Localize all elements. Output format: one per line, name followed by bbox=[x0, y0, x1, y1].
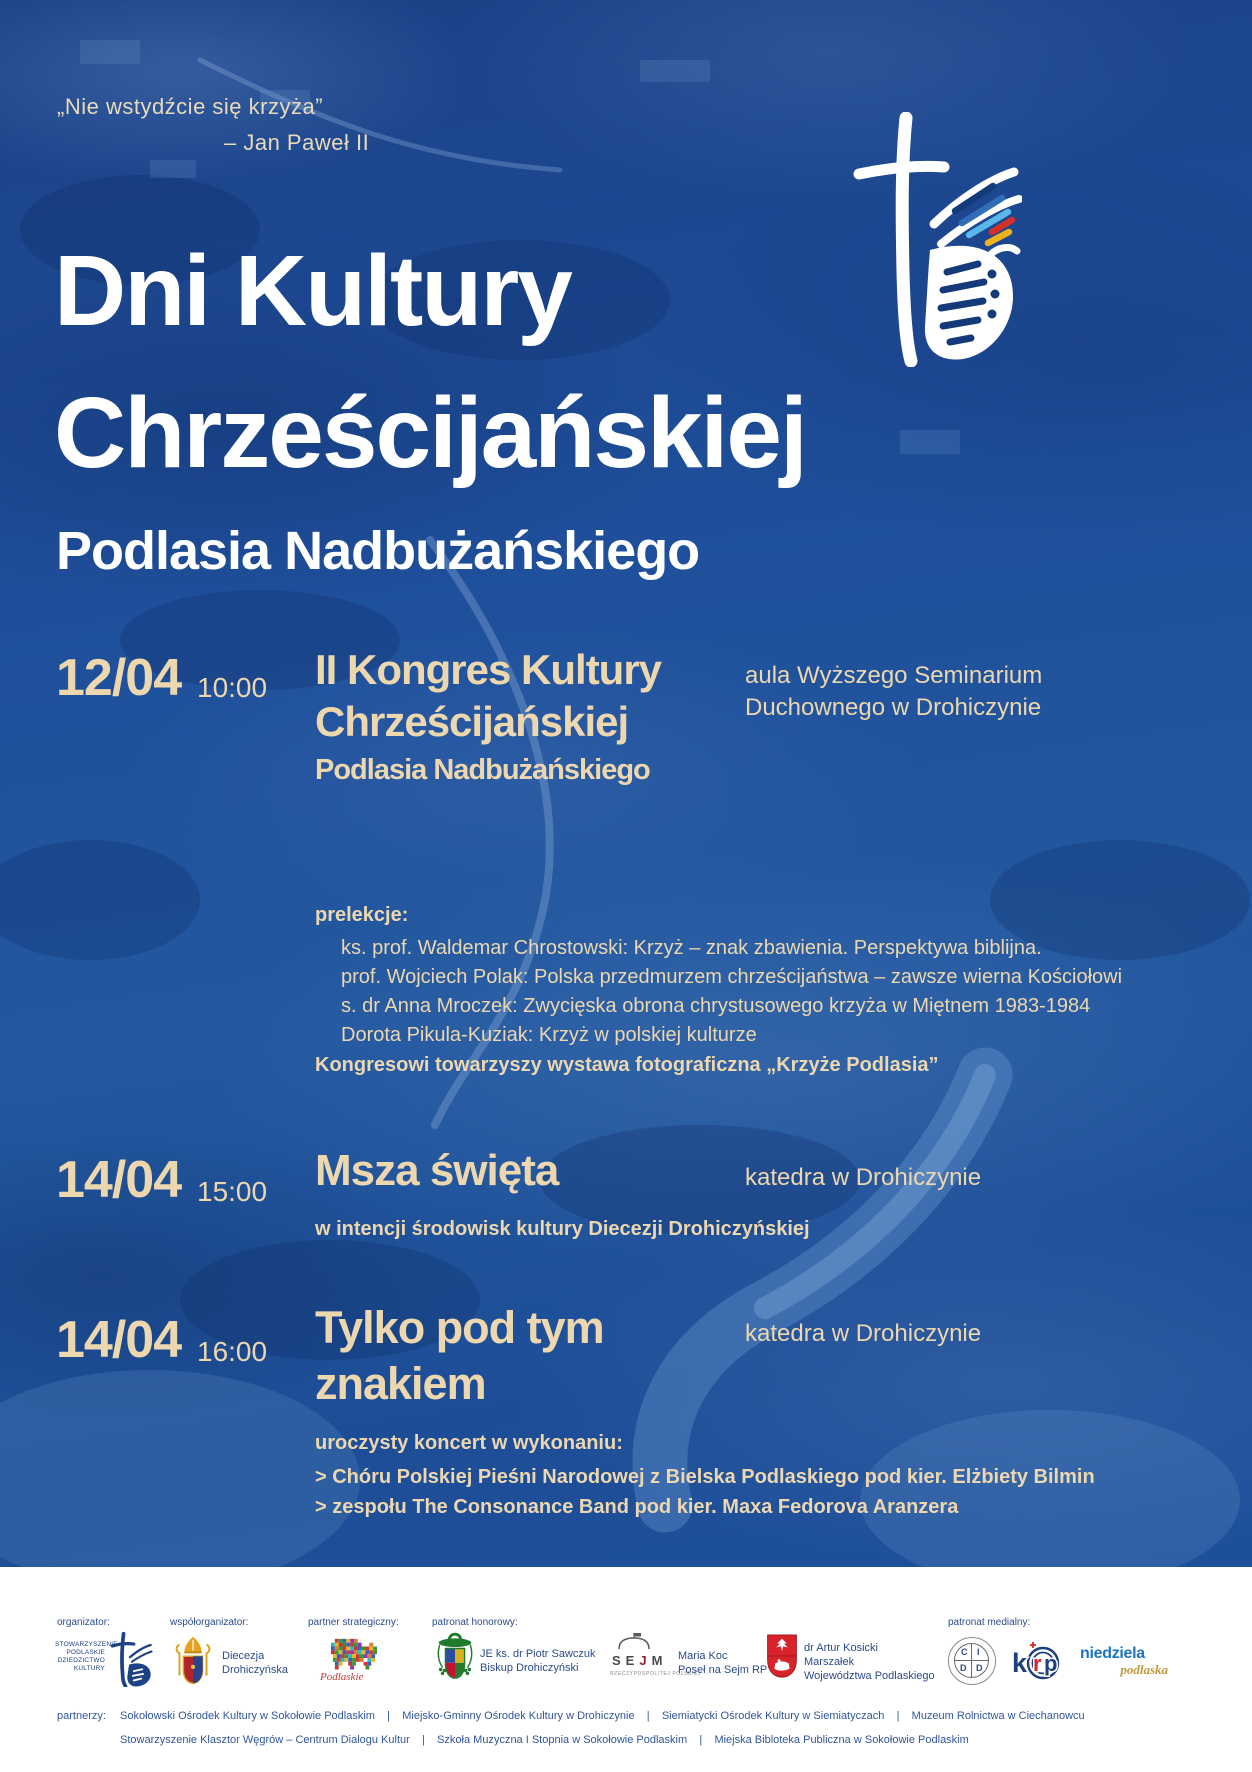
niedziela-wordmark: niedziela bbox=[1080, 1645, 1145, 1662]
lecture-item: Dorota Pikula-Kuziak: Krzyż w polskiej kulturze bbox=[341, 1024, 757, 1046]
event1-location-line1: aula Wyższego Seminarium bbox=[745, 662, 1043, 689]
organizer-label: organizator: bbox=[57, 1617, 110, 1628]
performer-item: > Chóru Polskiej Pieśni Narodowej z Bielska Podlaskiego pod kier. Elżbiety Bilmin bbox=[315, 1466, 1095, 1488]
coorganizer-label: współorganizator: bbox=[170, 1617, 249, 1628]
event1-lectures-label: prelekcje: bbox=[315, 904, 409, 926]
podlaska-wordmark: podlaska bbox=[1120, 1662, 1168, 1677]
main-title-line1: Dni Kultury bbox=[54, 235, 571, 347]
event2-time: 15:00 bbox=[197, 1176, 268, 1207]
event2-intention-note: w intencji środowisk kultury Diecezji Drohiczyńskiej bbox=[315, 1218, 810, 1240]
sejm-person bbox=[678, 1649, 767, 1677]
bishop-name-line: JE ks. dr Piotr Sawczuk bbox=[480, 1648, 596, 1660]
cidd-letter: C bbox=[961, 1647, 968, 1657]
cidd-letter: I bbox=[977, 1647, 980, 1657]
quote-text: „Nie wstydźcie się krzyża” bbox=[57, 94, 324, 119]
marshal-name-line: dr Artur Kosicki bbox=[804, 1642, 878, 1654]
sejm-person-title: Poseł na Sejm RP bbox=[678, 1664, 768, 1676]
diocese-name bbox=[222, 1649, 288, 1677]
partners-line1: Sokołowski Ośrodek Kultury w Sokołowie Podlaskim | Miejsko-Gminny Ośrodek Kultury w Drohiczynie | Siemiatycki Ośrodek Kultury w Siemiatyczach | Muzeum Rolnictwa w Ciechanowcu bbox=[120, 1710, 1085, 1722]
main-title-line2: Chrześcijańskiej bbox=[54, 377, 806, 489]
niedziela-podlaska-logo bbox=[1080, 1645, 1168, 1678]
association-name-line: DZIEDZICTWO bbox=[57, 1657, 105, 1664]
sejm-letter: M bbox=[651, 1653, 668, 1668]
sejm-person-name: Maria Koc bbox=[678, 1650, 728, 1662]
partners-line2: Stowarzyszenie Klasztor Węgrów – Centrum Dialogu Kultur | Szkoła Muzyczna I Stopnia w Sokołowie Podlaskim | Miejska Bibloteka Publiczna w Sokołowie Podlaskim bbox=[120, 1734, 969, 1746]
sejm-letter: J bbox=[639, 1653, 652, 1668]
podlaskie-name: Podlaskie bbox=[320, 1671, 364, 1683]
event1-location-line2: Duchownego w Drohiczynie bbox=[745, 694, 1042, 721]
krp-logo bbox=[1008, 1641, 1064, 1681]
event1-title-line2: Chrześcijańskiej bbox=[315, 698, 629, 745]
bishop-crest-icon bbox=[433, 1631, 477, 1687]
krp-letter-r: r bbox=[1033, 1651, 1042, 1676]
diocese-name-line: Diecezja bbox=[222, 1650, 265, 1662]
event2-location: katedra w Drohiczynie bbox=[745, 1164, 982, 1191]
association-name-line: PODLASKIE bbox=[66, 1649, 105, 1656]
cidd-logo-inner bbox=[954, 1643, 989, 1678]
cidd-letter: D bbox=[976, 1663, 983, 1673]
diocese-name-line: Drohiczyńska bbox=[222, 1664, 289, 1676]
event1-exhibition-note: Kongresowi towarzyszy wystawa fotograficzna „Krzyże Podlasia” bbox=[315, 1054, 939, 1076]
bishop-name bbox=[480, 1647, 596, 1675]
sejm-letter: E bbox=[625, 1653, 640, 1668]
event3-concert-label: uroczysty koncert w wykonaniu: bbox=[315, 1432, 623, 1454]
event3-time: 16:00 bbox=[197, 1336, 268, 1367]
event3-title-line1: Tylko pod tym bbox=[315, 1302, 604, 1353]
diocese-crest-icon bbox=[172, 1635, 214, 1689]
lecture-item: prof. Wojciech Polak: Polska przedmurzem chrześcijaństwa – zawsze wierna Kościołowi bbox=[341, 966, 1123, 988]
association-name-line: KULTURY bbox=[73, 1665, 105, 1672]
event1-time: 10:00 bbox=[197, 672, 268, 703]
sejm-logo-text bbox=[612, 1653, 667, 1668]
event1-subtitle: Podlasia Nadbużańskiego bbox=[315, 754, 650, 786]
sejm-sublabel: RZECZYPOSPOLITEJ POLSKIEJ bbox=[610, 1671, 702, 1677]
performer-item: > zespołu The Consonance Band pod kier. Maxa Fedorova Aranzera bbox=[315, 1496, 959, 1518]
event2-title: Msza święta bbox=[315, 1146, 559, 1195]
footer bbox=[0, 1567, 1252, 1772]
sejm-letter: S bbox=[612, 1653, 626, 1668]
marshal-name bbox=[804, 1641, 935, 1683]
main-title-subtitle: Podlasia Nadbużańskiego bbox=[56, 521, 700, 581]
krp-letter-p: p bbox=[1044, 1651, 1058, 1676]
podlaskie-voivodeship-crest-icon bbox=[765, 1633, 799, 1679]
cidd-logo bbox=[948, 1637, 996, 1685]
partners-label: partnerzy: bbox=[57, 1710, 106, 1722]
cidd-cross-line bbox=[955, 1660, 988, 1661]
cross-brush-logo bbox=[842, 112, 1022, 367]
event1-title-line1: II Kongres Kultury bbox=[315, 646, 662, 693]
event1-date: 12/04 bbox=[56, 649, 182, 707]
event2-date: 14/04 bbox=[56, 1151, 182, 1209]
event3-location: katedra w Drohiczynie bbox=[745, 1320, 982, 1347]
event3-date: 14/04 bbox=[56, 1311, 182, 1369]
lecture-item: s. dr Anna Mroczek: Zwycięska obrona chrystusowego krzyża w Miętnem 1983-1984 bbox=[341, 995, 1091, 1017]
media-patronage-label: patronat medialny: bbox=[948, 1617, 1031, 1628]
event1-lectures-list bbox=[341, 934, 1122, 1050]
event1-location bbox=[745, 660, 1042, 724]
krp-letter-k: k bbox=[1012, 1648, 1028, 1678]
honorary-patronage-label: patronat honorowy: bbox=[432, 1617, 518, 1628]
event3-performers-list bbox=[315, 1462, 1095, 1522]
lecture-item: ks. prof. Waldemar Chrostowski: Krzyż – znak zbawienia. Perspektywa biblijna. bbox=[341, 937, 1042, 959]
quote-author: – Jan Paweł II bbox=[224, 130, 370, 155]
event3-title-line2: znakiem bbox=[315, 1358, 486, 1409]
bishop-name-line: Biskup Drohiczyński bbox=[480, 1662, 579, 1674]
strategic-partner-label: partner strategiczny: bbox=[308, 1617, 399, 1628]
cidd-letter: D bbox=[960, 1663, 967, 1673]
association-name-line: STOWARZYSZENIE bbox=[55, 1641, 118, 1648]
marshal-name-line: Marszałek bbox=[804, 1656, 855, 1668]
association-name bbox=[55, 1641, 118, 1673]
marshal-name-line: Województwa Podlaskiego bbox=[804, 1670, 935, 1682]
sejm-dome-icon bbox=[614, 1631, 654, 1651]
association-logo-icon bbox=[108, 1631, 154, 1687]
